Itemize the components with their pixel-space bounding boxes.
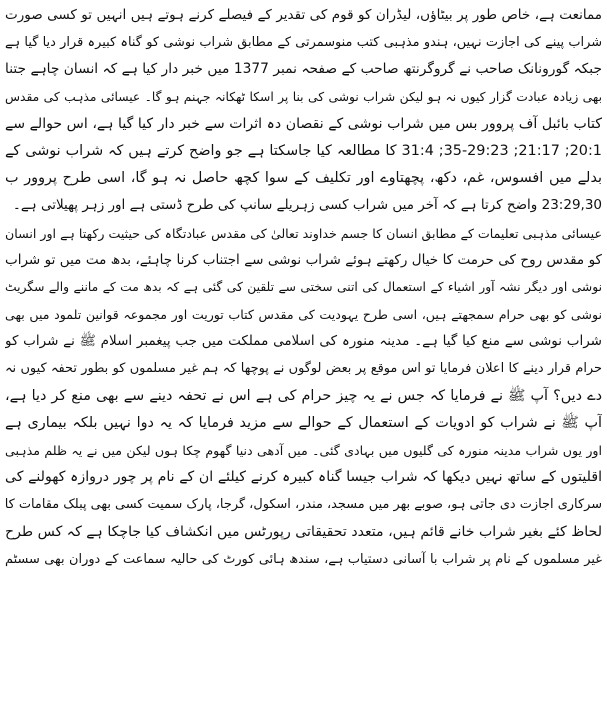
text-line: کتاب بائبل آف پروور بس میں شراب نوشی کے نقصان دہ اثرات سے خبر دار کیا گیا ہے، اس حوالے سے: [5, 115, 602, 132]
text-line: آپ ﷺ نے شراب کو ادویات کے استعمال کے حوالے سے مزید فرمایا کہ یہ دوا نہیں بلکہ بیماری ہے: [5, 414, 602, 431]
text-line: نوشی کو بھی حرام سمجھتے ہیں، اسی طرح یہودیت کی مقدس کتاب توریت اور مجموعہ قوانین تلمود میں بھی: [5, 307, 602, 323]
text-line: بھی زیادہ عبادت گزار کیوں نہ ہو لیکن شراب نوشی کی بنا پر اسکا ٹھکانہ جہنم ہو گا۔ عیسائی مذہب کی مقدس: [5, 89, 602, 104]
text-line: عیسائی مذہبی تعلیمات کے مطابق انسان کا جسم خداوند تعالیٰ کی مقدس عبادتگاہ کی حیثیت رکھتا ہے اور انسان: [5, 225, 602, 241]
text-line: 20:1; 21:17; 35-29:23; 31:4 کا مطالعہ کیا جاسکتا ہے جو واضح کرتے ہیں کہ شراب نوشی کے: [5, 142, 602, 159]
text-line: کو مقدس روح کی حرمت کا خیال رکھتے ہوئے شراب نوشی سے اجتناب کرنا چاہئے، بدھ مت میں تو شراب: [5, 251, 602, 268]
paragraph-2: [5, 220, 602, 573]
text-line: شراب پینے کی اجازت نہیں، ہندو مذہبی کتب منوسمرتی کے مطابق شراب نوشی کو گناہ کبیرہ قرار دیا گیا ہے: [5, 35, 602, 51]
text-line: بدلے میں افسوس، غم، دکھ، پچھتاوے اور تکلیف کے سوا کچھ حاصل نہ ہو گا، اسی طرح پروور ب: [5, 170, 602, 187]
text-line: جبکہ گورونانک صاحب نے گروگرنتھ صاحب کے صفحہ نمبر 1377 میں خبر دار کیا ہے کہ انسان چاہے جتنا: [5, 61, 602, 78]
text-line: شراب نوشی سے منع کیا گیا ہے۔ مدینہ منورہ کی اسلامی مملکت میں جب پیغمبر اسلام ﷺ نے شراب کو: [5, 333, 602, 350]
text-line: لحاظ کئے بغیر شراب خانے قائم ہیں، متعدد تحقیقاتی رپورٹس میں انکشاف کیا جاچکا ہے کہ کس طرح: [5, 523, 602, 540]
text-line: حرام قرار دینے کا اعلان فرمایا تو اس موقع پر بعض لوگوں نے پوچھا کہ ہم غیر مسلموں کو بطور تحفہ کیوں نہ: [5, 361, 602, 377]
paragraph-1: [5, 2, 602, 220]
text-line: دے دیں؟ آپ ﷺ نے فرمایا کہ جس نے یہ چیز حرام کی ہے اس نے تحفہ دینے سے بھی منع کر دیا ہے،: [5, 387, 602, 404]
text-line: اقلیتوں کے ساتھ نہیں دیکھا کہ شراب جیسا گناہ کبیرہ کرنے کیلئے ان کے نام پر چور دروازہ کھولنے کی: [5, 469, 602, 486]
text-line: ممانعت ہے، خاص طور پر بیٹاؤں، لیڈران کو قوم کی تقدیر کے فیصلے کرنے ہوتے ہیں انہیں تو کسی صورت: [5, 7, 602, 23]
text-line: سرکاری اجازت دی جاتی ہو، صوبے بھر میں مسجد، مندر، اسکول، گرجا، پارک سمیت کسی بھی پبلک مقامات کا: [5, 497, 602, 513]
text-line: غیر مسلموں کے نام پر شراب با آسانی دستیاب ہے، سندھ ہائی کورٹ کی حالیہ سماعت کے دوران بھی سسٹم: [5, 551, 602, 567]
text-line: نوشی اور دیگر نشہ آور اشیاء کے استعمال کی اتنی سختی سے تلقین کی گئی ہے کہ بدھ مت کے ماننے والے سگریٹ: [5, 279, 602, 294]
text-line: 23:29,30 واضح کرتا ہے کہ آخر میں شراب کسی زہریلے سانپ کی طرح ڈستی ہے اور زہر پھیلاتی ہے۔: [12, 197, 602, 214]
text-line: اور یوں شراب مدینہ منورہ کی گلیوں میں بہادی گئی۔ میں آدھی دنیا گھوم چکا ہوں لیکن میں نے یہ ظلم مذہبی: [5, 443, 602, 458]
